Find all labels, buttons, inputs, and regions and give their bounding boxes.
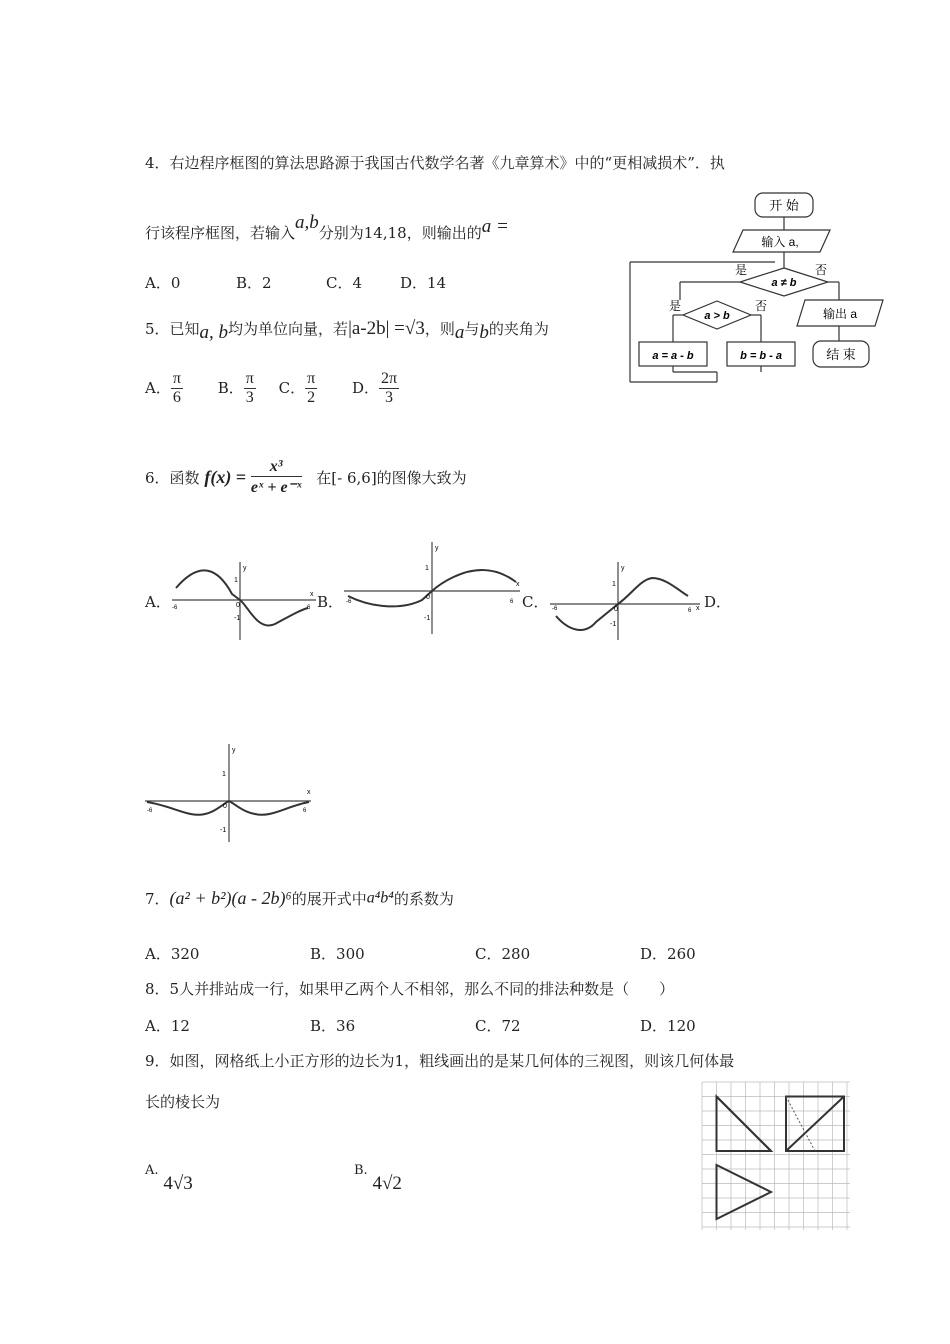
q8-option-b: B．36: [310, 1017, 356, 1035]
q5-option-a-label: A．: [145, 378, 171, 397]
axis-zero-label: 0: [236, 602, 240, 609]
frac-num: π: [307, 370, 316, 387]
q5-var-a: a: [454, 322, 465, 343]
q4-line2-mid: 分别为14,18，则输出的: [318, 224, 482, 242]
axis-one-label: 1: [234, 577, 238, 584]
q8-option-d: D．120: [640, 1017, 696, 1035]
q9-option-b-label: B.: [354, 1163, 368, 1178]
frac-num: 2π: [380, 370, 398, 387]
q5-stem: [145, 318, 549, 343]
flow-cond1-text: a ≠ b: [771, 277, 797, 289]
q6-graph-b-label: B．: [317, 593, 344, 611]
axis-six-label: 6: [510, 599, 514, 605]
q9-option-a-value: 4√3: [163, 1173, 193, 1194]
q9-line2: 长的棱长为: [145, 1093, 221, 1111]
axis-one-label: 1: [222, 771, 226, 778]
q6-graph-a-label: A．: [145, 593, 171, 611]
frac-den: 3: [385, 389, 393, 406]
three-view-figure: [698, 1078, 854, 1234]
q7-option-d: D．260: [640, 945, 696, 963]
q5-expr: |a-2b| =√3: [348, 318, 425, 339]
flow-no2: 否: [755, 299, 768, 313]
axis-x-label: x: [696, 605, 700, 612]
axis-x-label: x: [307, 789, 311, 796]
q6-graph-d: [143, 742, 315, 844]
flow-yes1: 是: [735, 263, 748, 277]
frac-den: 2: [307, 389, 316, 406]
q5-option-d-label: D．: [351, 378, 379, 397]
axis-neg-one-label: -1: [220, 827, 227, 834]
q6-graph-c: [548, 560, 704, 642]
q5-option-d-frac: [379, 370, 399, 407]
axis-neg-one-label: -1: [424, 615, 431, 622]
q4-vars: a,b: [295, 212, 319, 233]
q5-option-b: [217, 370, 256, 406]
flow-cond2-text: a > b: [704, 310, 730, 322]
q7-option-c: C．280: [475, 945, 531, 963]
q5-yu: 与: [464, 320, 480, 338]
q4-option-c: C．4: [326, 274, 363, 292]
q7-term: a⁴b⁴: [366, 889, 394, 907]
flow-yes2: 是: [669, 299, 682, 313]
q6-graph-b: [342, 540, 524, 636]
q8-option-a: A．12: [145, 1017, 190, 1035]
q4-line2-pre: 行该程序框图，若输入: [145, 224, 296, 242]
axis-neg-six-label: -6: [147, 808, 153, 814]
q9-option-b-value: 4√2: [372, 1173, 402, 1194]
axis-six-label: 6: [688, 608, 692, 614]
axis-y-label: y: [243, 565, 247, 572]
axis-neg-six-label: -6: [172, 605, 178, 611]
q6-numerator: x³: [251, 458, 302, 477]
top-view-shape: [717, 1165, 772, 1219]
q5-option-b-label: B．: [217, 378, 244, 397]
q7-mid: 的展开式中: [291, 890, 367, 908]
q5-option-b-frac: [244, 370, 256, 407]
axis-neg-six-label: -6: [346, 599, 352, 605]
q4-option-a: A．0: [145, 274, 181, 292]
q6-graph-c-label: C．: [522, 593, 549, 611]
q5-pre: 5．已知: [145, 320, 200, 338]
flow-output-text: 输出 a: [822, 307, 858, 321]
q4-option-d: D．14: [400, 274, 447, 292]
axis-y-label: y: [621, 565, 625, 572]
q6-denominator: eˣ + e⁻ˣ: [250, 479, 302, 496]
axis-x-label: x: [516, 581, 520, 588]
q8-stem: 8．5人并排站成一行，如果甲乙两个人不相邻，那么不同的排法种数是（ ）: [145, 980, 675, 998]
axis-neg-one-label: -1: [610, 621, 617, 628]
q9-option-a: [145, 1163, 193, 1194]
flow-end-text: 结 束: [826, 347, 856, 362]
frac-den: 3: [245, 389, 254, 406]
q4-line2: [145, 212, 509, 244]
q4-output-var: a =: [481, 216, 509, 237]
axis-y-label: y: [232, 747, 236, 754]
q4-line1: 4．右边程序框图的算法思路源于我国古代数学名著《九章算术》中的“更相减损术”．执: [145, 154, 725, 172]
axis-x-label: x: [310, 591, 314, 598]
q5-var-b: b: [479, 322, 489, 343]
axis-six-label: 6: [307, 605, 311, 611]
q5-mid1: 均为单位向量，若: [228, 320, 349, 338]
q6-stem: [145, 458, 467, 497]
q9-line1: 9．如图，网格纸上小正方形的边长为1，粗线画出的是某几何体的三视图，则该几何体最: [145, 1052, 735, 1070]
frac-den: 6: [172, 389, 181, 406]
q7-expr: (a² + b²)(a - 2b)⁶: [169, 888, 292, 908]
q5-option-a-frac: [171, 370, 183, 407]
flowchart: [625, 188, 895, 388]
axis-neg-six-label: -6: [552, 606, 558, 612]
flow-assign-a-text: a = a - b: [652, 350, 694, 362]
q5-option-c-frac: [305, 370, 317, 407]
axis-zero-label: 0: [223, 803, 227, 810]
axis-zero-label: 0: [426, 594, 430, 601]
q9-option-a-label: A.: [145, 1163, 159, 1178]
q6-graph-a: [170, 560, 318, 642]
q6-lhs: f(x) =: [204, 467, 247, 487]
axis-neg-one-label: -1: [234, 615, 241, 622]
q5-option-c: [278, 370, 318, 406]
q5-post: 的夹角为: [488, 320, 549, 338]
q5-mid2: ，则: [424, 320, 455, 338]
q9-option-b: [354, 1163, 402, 1194]
q5-option-c-label: C．: [278, 378, 306, 397]
q5-vars: a, b: [199, 322, 229, 343]
q7-option-a: A．320: [145, 945, 200, 963]
q7-stem: 7．(a² + b²)(a - 2b)⁶的展开式中a⁴b⁴的系数为: [145, 888, 454, 908]
q5-options: [145, 370, 399, 407]
q8-option-c: C．72: [475, 1017, 521, 1035]
flow-input-text: 输入 a,: [761, 235, 799, 249]
axis-zero-label: 0: [614, 606, 618, 613]
q6-post: 在[- 6,6]的图像大致为: [316, 469, 467, 487]
axis-y-label: y: [435, 545, 439, 552]
q6-graph-d-label: D．: [704, 593, 732, 611]
frac-num: π: [245, 370, 254, 387]
q7-option-b: B．300: [310, 945, 365, 963]
q7-post: 的系数为: [393, 890, 454, 908]
axis-one-label: 1: [425, 565, 429, 572]
flow-no1: 否: [815, 263, 828, 277]
q4-option-b: B．2: [236, 274, 272, 292]
flow-assign-b-text: b = b - a: [740, 350, 782, 362]
frac-num: π: [172, 370, 181, 387]
axis-six-label: 6: [303, 808, 307, 814]
axis-one-label: 1: [612, 581, 616, 588]
q6-pre: 6．函数: [145, 469, 200, 487]
q5-option-a: [145, 370, 183, 406]
flow-start-text: 开 始: [769, 198, 799, 213]
q6-fraction: [251, 458, 302, 497]
